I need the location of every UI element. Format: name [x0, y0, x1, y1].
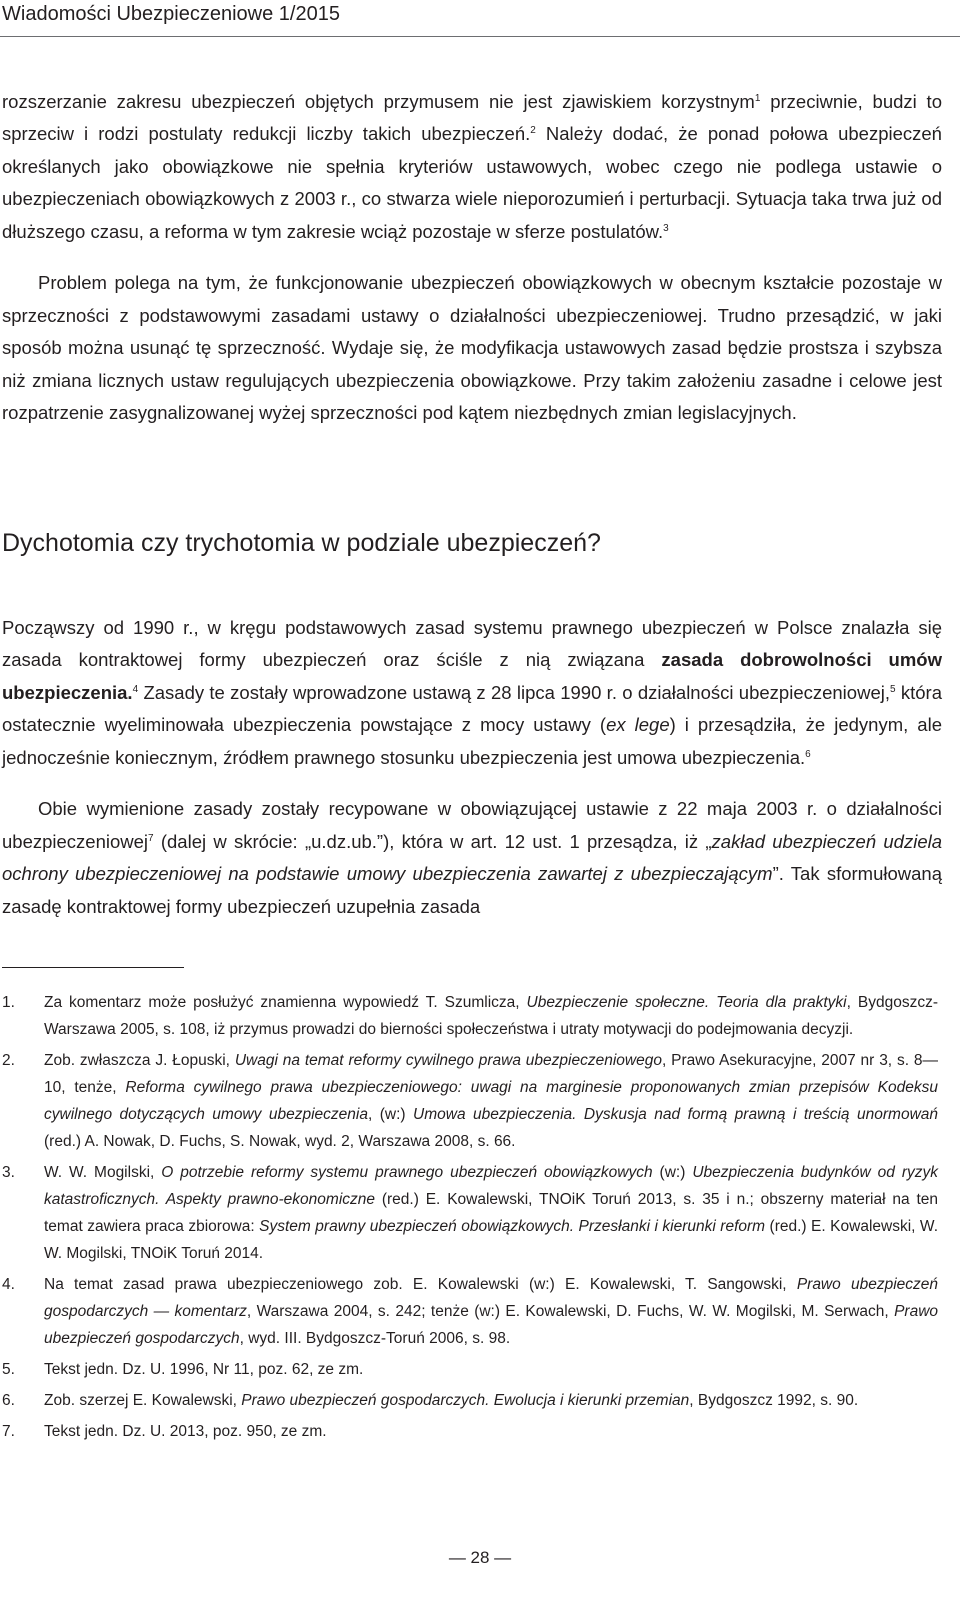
footnote-number: 5. [2, 1361, 15, 1378]
footnote-2: 2. Zob. zwłaszcza J. Łopuski, Uwagi na temat reformy cywilnego prawa ubezpieczeniowego, Prawo Asekuracyjne, 2007 nr 3, s. 8—10, tenże, Reforma cywilnego prawa ubezpieczeniowego: uwagi na marginesie proponowanych zmian przepisów Kodeksu cywilnego dotyczących umowy ubezpieczenia, (w:) Umowa ubezpieczenia. Dyskusja nad formą prawną i treścią unormowań (red.) A. Nowak, D. Fuchs, S. Nowak, wyd. 2, Warszawa 2008, s. 66. [2, 1047, 938, 1155]
footnote-number: 1. [2, 994, 15, 1011]
footnote-separator [2, 967, 184, 968]
footnotes [2, 989, 938, 1445]
quoted-provision: zakład ubezpieczeń udziela ochrony ubezpieczeniowej na podstawie umowy ubezpieczenia zawartej z ubezpieczającym [2, 830, 943, 885]
paragraph-1: rozszerzanie zakresu ubezpieczeń objętych przymusem nie jest zjawiskiem korzystnym$^1$ przeciwnie, budzi to sprzeciw i rodzi postulaty redukcji liczby takich ubezpieczeń.$^2$ Należy dodać, że ponad połowa ubezpieczeń określanych jako obowiązkowe nie spełnia kryteriów ustawowych, wobec czego nie podlega ustawie o ubezpieczeniach obowiązkowych z 2003 r., co stwarza wiele nieporozumień i perturbacji. Sytuacja taka trwa już od dłuższego czasu, a reforma w tym zakresie wciąż pozostaje w sferze postulatów.$^3$ [2, 90, 942, 242]
footnote-6: 6. Zob. szerzej E. Kowalewski, Prawo ubezpieczeń gospodarczych. Ewolucja i kierunki przemian, Bydgoszcz 1992, s. 90. [2, 1387, 938, 1414]
paragraph-3: Począwszy od 1990 r., w kręgu podstawowych zasad systemu prawnego ubezpieczeń w Polsce znalazła się zasada kontraktowej formy ubezpieczeń oraz ściśle z nią związana zasada dobrowolności umów ubezpieczenia.$^4$ Zasady te zostały wprowadzone ustawą z 28 lipca 1990 r. o działalności ubezpieczeniowej,$^5$ która ostatecznie wyeliminowała ubezpieczenia powstające z mocy ustawy (ex lege) i przesądziła, że jedynym, ale jednocześnie koniecznym, źródłem prawnego stosunku ubezpieczenia jest umowa ubezpieczenia.$^6$ [2, 616, 942, 768]
footnote-ref-4[interactable]: 4 [132, 683, 139, 695]
running-header [0, 0, 960, 38]
footnote-ref-1[interactable]: 1 [754, 92, 761, 104]
page-number: — 28 — [448, 1548, 512, 1567]
footnote-7: 7. Tekst jedn. Dz. U. 2013, poz. 950, ze zm. [2, 1418, 938, 1445]
footnote-ref-7[interactable]: 7 [148, 832, 154, 844]
footnote-3: 3. W. W. Mogilski, O potrzebie reformy systemu prawnego ubezpieczeń obowiązkowych (w:) Ubezpieczenia budynków od ryzyk katastroficznych. Aspekty prawno-ekonomiczne (red.) E. Kowalewski, TNOiK Toruń 2013, s. 35 i n.; obszerny materiał na ten temat zawiera praca zbiorowa: System prawny ubezpieczeń obowiązkowych. Przesłanki i kierunki reform (red.) E. Kowalewski, W. W. Mogilski, TNOiK Toruń 2014. [2, 1159, 938, 1267]
section-1-text [2, 67, 942, 448]
footnote-number: 3. [2, 1164, 15, 1181]
footnote-ref-6[interactable]: 6 [805, 748, 811, 760]
footnote-number: 2. [2, 1052, 15, 1069]
header-divider [0, 36, 960, 37]
footnote-ref-5[interactable]: 5 [889, 683, 896, 695]
bold-term: zasada dobrowolności umów ubezpieczenia. [2, 649, 942, 703]
footnote-ref-3[interactable]: 3 [663, 222, 669, 234]
paragraph-4: Obie wymienione zasady zostały recypowane w obowiązującej ustawie z 22 maja 2003 r. o działalności ubezpieczeniowej$^7$ (dalej w skrócie: „u.dz.ub.”), która w art. 12 ust. 1 przesądza, iż „zakład ubezpieczeń udziela ochrony ubezpieczeniowej na podstawie umowy ubezpieczenia zawartej z ubezpieczającym”. Tak sformułowaną zasadę kontraktowej formy ubezpieczeń uzupełnia zasada [2, 797, 943, 917]
footnote-number: 4. [2, 1276, 15, 1293]
footnote-number: 7. [2, 1423, 15, 1440]
footnote-number: 6. [2, 1392, 15, 1409]
paragraph-2: Problem polega na tym, że funkcjonowanie ubezpieczeń obowiązkowych w obecnym kształcie pozostaje w sprzeczności z podstawowymi zasadami ustawy o działalności ubezpieczeniowej. Trudno przesądzić, w jaki sposób można usunąć tę sprzeczność. Wydaje się, że modyfikacja ustawowych zasad będzie prostsza i szybsza niż zmiana licznych ustaw regulujących ubezpieczenia obowiązkowe. Przy takim założeniu zasadne i celowe jest rozpatrzenie zasygnalizowanej wyżej sprzeczności pod kątem niezbędnych zmian legislacyjnych. [2, 271, 942, 424]
footnote-4: 4. Na temat zasad prawa ubezpieczeniowego zob. E. Kowalewski (w:) E. Kowalewski, T. Sangowski, Prawo ubezpieczeń gospodarczych — komentarz, Warszawa 2004, s. 242; tenże (w:) E. Kowalewski, D. Fuchs, W. W. Mogilski, M. Serwach, Prawo ubezpieczeń gospodarczych, wyd. III. Bydgoszcz-Toruń 2006, s. 98. [2, 1271, 938, 1352]
section-2-text [2, 593, 942, 942]
section-heading: Dychotomia czy trychotomia w podziale ubezpieczeń? [2, 529, 601, 557]
footnote-ref-2[interactable]: 2 [530, 124, 536, 136]
footnote-5: 5. Tekst jedn. Dz. U. 1996, Nr 11, poz. 62, ze zm. [2, 1356, 938, 1383]
journal-title: Wiadomości Ubezpieczeniowe 1/2015 [2, 3, 340, 25]
footnote-1: 1. Za komentarz może posłużyć znamienna wypowiedź T. Szumlicza, Ubezpieczenie społeczne. Teoria dla praktyki, Bydgoszcz-Warszawa 2005, s. 108, iż przymus prowadzi do bierności społeczeństwa i utraty motywacji do podejmowania decyzji. [2, 989, 938, 1043]
